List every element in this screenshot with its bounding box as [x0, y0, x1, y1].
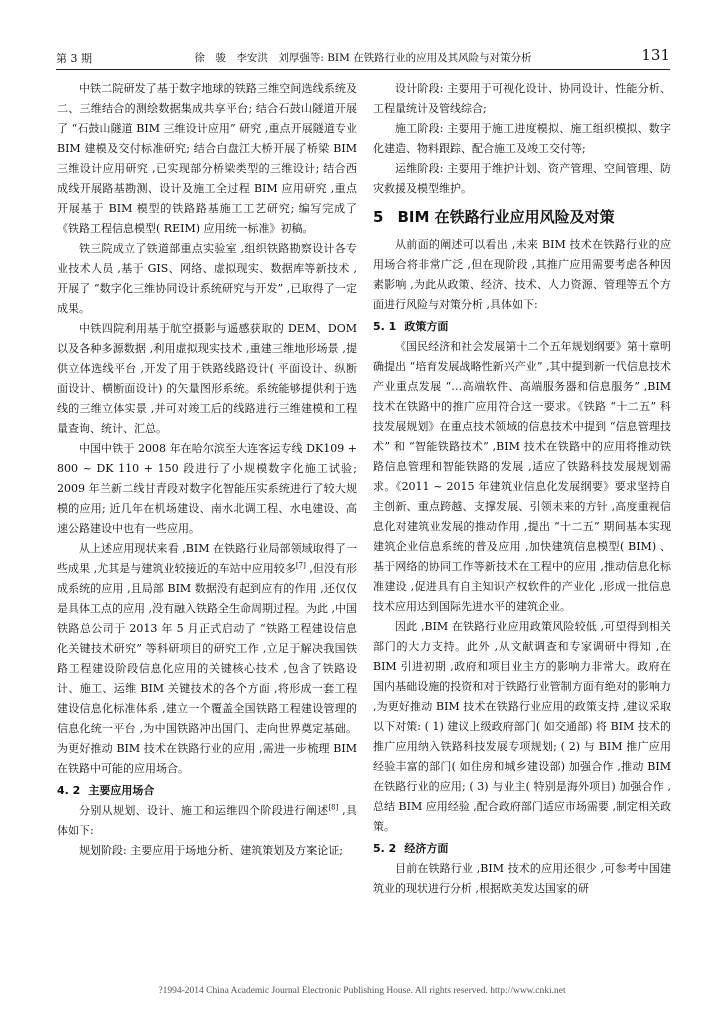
paragraph: 从前面的阐述可以看出 ,未来 BIM 技术在铁路行业的应用场合将非常广泛 ,但在现阶段 ,其推广应用需要考虑各种因素影响 ,为此从政策、经济、技术、人力资源、管理等五个方面进行风险与对策分析 ,具体如下:	[373, 238, 671, 311]
section-heading-5	[373, 205, 671, 229]
section-heading-5-1	[373, 317, 671, 337]
running-title: 徐 骏 李安洪 刘厚强等: BIM 在铁路行业的应用及其风险与对策分析	[194, 52, 532, 64]
paragraph-text: ,但没有形成系统的应用 ,且局部 BIM 数据没有起到应有的作用 ,还仅仅是具体工点的应用 ,没有融入铁路全生命周期过程。为此 ,中国铁路总公司于 2013 年 5 月正式启动了 “铁路工程建设信息化关键技术研究” 等科研项目的研究工作 ,立足于解决我国铁路工程建设阶段信息化应用的关键核心技术 ,包含了铁路设计、施工、运维 BIM 关键技术的各个方面 ,将形成一套工程建设信息化标准体系 ,建立一个覆盖全国铁路工程建设管理的信息化统一平台 ,为中国铁路冲出国门、走向世界奠定基础。为更好推动 BIM 技术在铁路行业的应用 ,需进一步梳理 BIM 在铁路中可能的应用场合。	[57, 562, 357, 775]
paragraph: 目前在铁路行业 ,BIM 技术的应用还很少 ,可参考中国建筑业的现状进行分析 ,根据欧美发达国家的研	[373, 862, 671, 895]
section-title: 经济方面	[404, 842, 449, 855]
section-number: 4. 2	[57, 784, 81, 797]
section-title: 政策方面	[404, 320, 449, 333]
issue-label: 第 3 期	[56, 52, 92, 65]
paragraph: 规划阶段: 主要应用于场地分析、建筑策划及方案论证;	[79, 844, 343, 857]
page-number: 131	[641, 46, 670, 64]
section-number: 5. 2	[373, 842, 397, 855]
paragraph	[57, 801, 357, 841]
section-number: 5	[373, 208, 384, 226]
paragraph-text: 分别从规划、设计、施工和运维四个阶段进行阐述	[79, 804, 329, 817]
section-title: BIM 在铁路行业应用风险及对策	[397, 208, 615, 226]
paragraph-text: 从上述应用现状来看 ,BIM 在铁路行业局部领域取得了一些成果 ,尤其是与建筑业较接近的车站中应用较多	[57, 542, 357, 575]
left-column	[57, 79, 357, 861]
running-header	[56, 46, 670, 66]
section-heading-5-2	[373, 839, 671, 859]
paragraph: 中铁二院研发了基于数字地球的铁路三维空间选线系统及二、三维结合的测绘数据集成共享平台; 结合石鼓山隧道开展了 “石鼓山隧道 BIM 三维设计应用” 研究 ,重点开展隧道专业 BIM 建模及交付标准研究; 结合白盘江大桥开展了桥梁 BIM 三维设计应用研究 ,已实现部分桥梁类型的三维设计; 结合西成线开展路基勘测、设计及施工全过程 BIM 应用研究 ,重点开展基于 BIM 模型的铁路路基施工工艺研究; 编写完成了《铁路工程信息模型( REIM) 应用统一标准》初稿。	[57, 82, 357, 235]
copyright-footer: ?1994-2014 China Academic Journal Electronic Publishing House. All rights reserved. http://www.cnki.net	[158, 986, 566, 996]
header-rule	[56, 69, 670, 70]
paragraph: 运维阶段: 主要用于维护计划、资产管理、空间管理、防灾救援及模型维护。	[373, 162, 671, 195]
paragraph	[57, 539, 357, 779]
paragraph: 设计阶段: 主要用于可视化设计、协同设计、性能分析、工程量统计及管线综合;	[373, 82, 671, 115]
section-heading-4-2	[57, 781, 357, 801]
paragraph: 中铁四院利用基于航空摄影与遥感获取的 DEM、DOM 以及各种多源数据 ,利用虚拟现实技术 ,重建三维地形场景 ,提供立体选线平台 ,开发了用于铁路线路设计( 平面设计、纵断面设计、横断面设计) 的矢量图形系统。系统能够提供利于选线的三维立体实景 ,并可对竣工后的线路进行三维建模和工程量查询、统计、汇总。	[57, 322, 357, 435]
citation-ref: [7]	[295, 561, 306, 570]
paragraph: 《国民经济和社会发展第十二个五年规划纲要》第十章明确提出 “培育发展战略性新兴产业” ,其中提到新一代信息技术产业重点发展 “…高端软件、高端服务器和信息服务” ,BIM 技术在铁路中的推广应用符合这一要求。《铁路 “十二五” 科技发展规划》在重点技术领域的信息技术中提到 “信息管理技术” 和 “智能铁路技术” ,BIM 技术在铁路中的应用将推动铁路信息管理和智能铁路的发展 ,适应了铁路科技发展规划需求。《2011 ~ 2015 年建筑业信息化发展纲要》要求坚持自主创新、重点跨越、支撑发展、引领未来的方针 ,高度重视信息化对建筑业发展的推动作用 ,提出 “十二五” 期间基本实现建筑企业信息系统的普及应用 ,加快建筑信息模型( BIM) 、基于网络的协同工作等新技术在工程中的应用 ,推动信息化标准建设 ,促进具有自主知识产权软件的产业化 ,形成一批信息技术应用达到国际先进水平的建筑企业。	[373, 340, 671, 613]
right-column	[373, 79, 671, 899]
paragraph: 施工阶段: 主要用于施工进度模拟、施工组织模拟、数字化建造、物料跟踪、配合施工及竣工交付等;	[373, 122, 671, 155]
paragraph: 铁三院成立了铁道部重点实验室 ,组织铁路勘察设计各专业技术人员 ,基于 GIS、网络、虚拟现实、数据库等新技术 ,开展了 “数字化三维协同设计系统研究与开发” ,已取得了一定成果。	[57, 242, 357, 315]
citation-ref: [8]	[328, 803, 339, 812]
section-title: 主要应用场合	[88, 784, 155, 797]
paragraph: 因此 ,BIM 在铁路行业应用政策风险较低 ,可望得到相关部门的大力支持。此外 ,从文献调查和专家调研中得知 ,在 BIM 引进初期 ,政府和项目业主方的影响力非常大。政府在国内基础设施的投资和对于铁路行业管制方面有绝对的影响力 ,为更好推动 BIM 技术在铁路行业应用的政策支持 ,建议采取以下对策: ( 1) 建议上级政府部门( 如交通部) 将 BIM 技术的推广应用纳入铁路科技发展专项规划; ( 2) 与 BIM 推广应用经验丰富的部门( 如住房和城乡建设部) 加强合作 ,推动 BIM 在铁路行业的应用; ( 3) 与业主( 特别是海外项目) 加强合作 ,总结 BIM 应用经验 ,配合政府部门适应市场需要 ,制定相关政策。	[373, 620, 671, 833]
section-number: 5. 1	[373, 320, 397, 333]
paragraph-text: ,具体如下:	[57, 804, 357, 837]
paragraph: 中国中铁于 2008 年在哈尔滨至大连客运专线 DK109 + 800 ~ DK 110 + 150 段进行了小规模数字化施工试验; 2009 年兰新二线甘青段对数字化智能压实系统进行了较大规模的应用; 近几年在机场建设、南水北调工程、水电建设、高速公路建设中也有一些应用。	[57, 442, 357, 535]
